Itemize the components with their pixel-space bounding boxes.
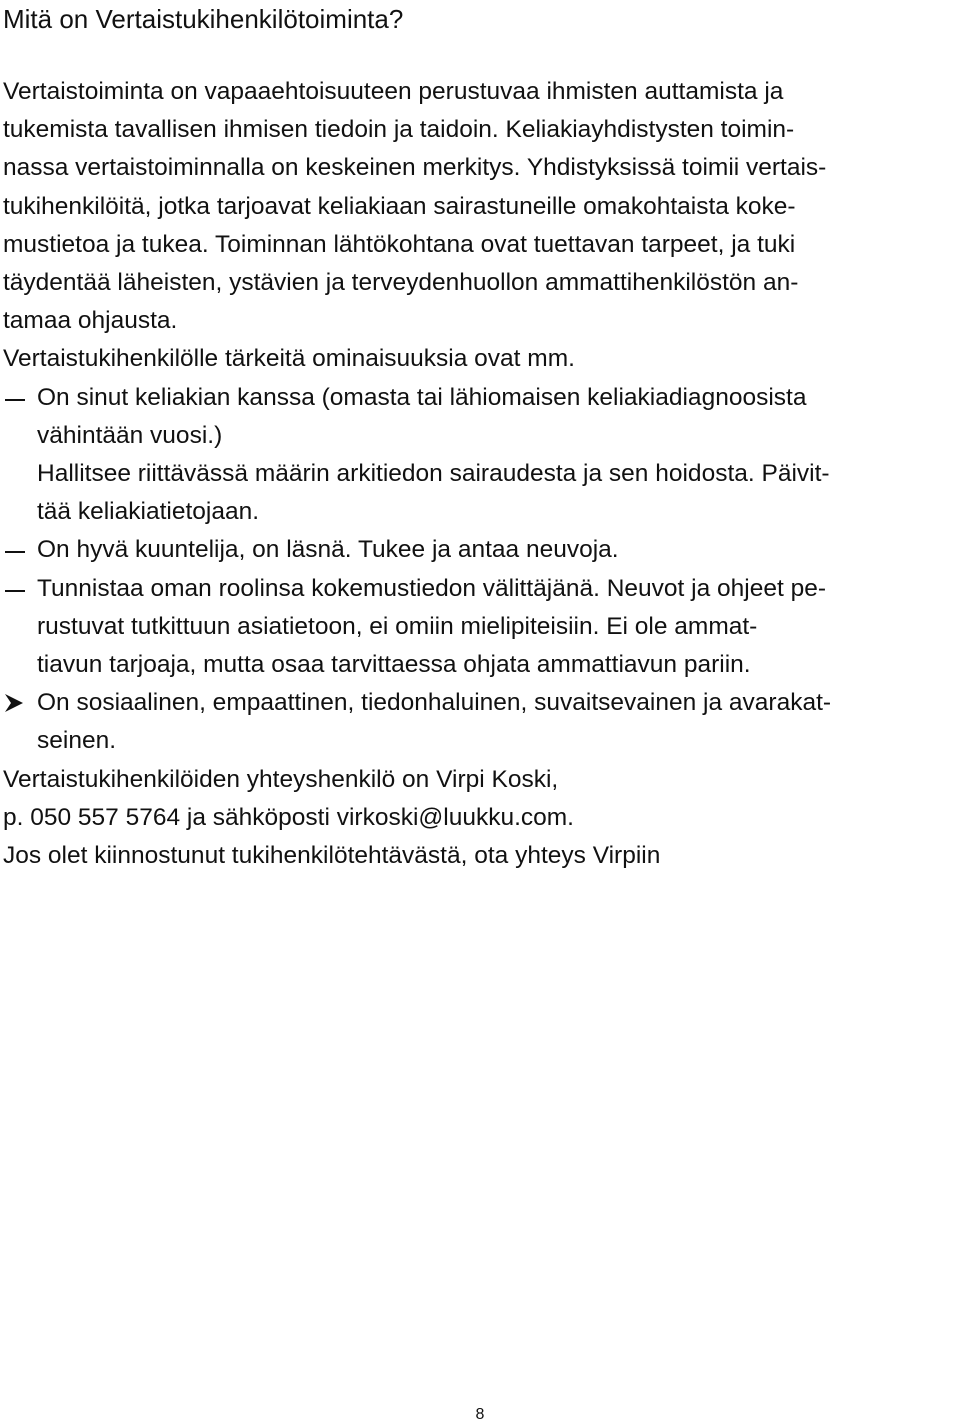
list-item <box>3 531 953 569</box>
contact-line: Jos olet kiinnostunut tukihenkilötehtävästä, ota yhteys Virpiin <box>3 842 661 870</box>
list-item-line: On sosiaalinen, empaattinen, tiedonhaluinen, suvaitsevainen ja avarakat- <box>37 689 832 717</box>
em-dash-bullet-icon <box>3 531 27 569</box>
intro-line: tukihenkilöitä, jotka tarjoavat keliakiaan sairastuneille omakohtaista koke- <box>3 192 796 220</box>
list-item <box>3 570 953 685</box>
intro-line: tamaa ohjausta. <box>3 307 178 335</box>
page-title: Mitä on Vertaistukihenkilötoiminta? <box>3 4 404 34</box>
contact-line: Vertaistukihenkilöiden yhteyshenkilö on Virpi Koski, <box>3 765 559 793</box>
intro-line: täydentää läheisten, ystävien ja terveydenhuollon ammattihenkilöstön an- <box>3 269 799 297</box>
traits-list <box>3 379 953 761</box>
document-page <box>3 0 953 875</box>
list-item-line: rustuvat tutkittuun asiatietoon, ei omiin mielipiteisiin. Ei ole ammat- <box>37 612 758 640</box>
list-item-line: tää keliakiatietojaan. <box>37 498 260 526</box>
arrowhead-bullet-icon <box>3 684 27 722</box>
intro-paragraph <box>3 73 953 340</box>
intro-line: tukemista tavallisen ihmisen tiedoin ja taidoin. Keliakiayhdistysten toimin- <box>3 116 795 144</box>
intro-line: nassa vertaistoiminnalla on keskeinen merkitys. Yhdistyksissä toimii vertais- <box>3 154 827 182</box>
contact-paragraph <box>3 761 953 876</box>
list-item-line: On sinut keliakian kanssa (omasta tai lähiomaisen keliakiadiagnoosista <box>37 383 807 411</box>
list-item-line: On hyvä kuuntelija, on läsnä. Tukee ja antaa neuvoja. <box>37 536 619 564</box>
list-item-line: seinen. <box>37 727 117 755</box>
list-item-line: Tunnistaa oman roolinsa kokemustiedon välittäjänä. Neuvot ja ohjeet pe- <box>37 574 827 602</box>
list-item-line: tiavun tarjoaja, mutta osaa tarvittaessa ohjata ammattiavun pariin. <box>37 651 751 679</box>
em-dash-bullet-icon <box>3 570 27 608</box>
page-number: 8 <box>475 1406 485 1423</box>
list-item-line: Hallitsee riittävässä määrin arkitiedon sairaudesta ja sen hoidosta. Päivit- <box>37 460 830 488</box>
traits-heading: Vertaistukihenkilölle tärkeitä ominaisuuksia ovat mm. <box>3 345 575 373</box>
list-item <box>3 684 953 760</box>
contact-line: p. 050 557 5764 ja sähköposti virkoski@luukku.com. <box>3 803 574 831</box>
em-dash-bullet-icon <box>3 379 27 417</box>
list-item-line: vähintään vuosi.) <box>37 421 223 449</box>
intro-line: mustietoa ja tukea. Toiminnan lähtökohtana ovat tuettavan tarpeet, ja tuki <box>3 230 796 258</box>
list-item <box>3 379 953 532</box>
intro-line: Vertaistoiminta on vapaaehtoisuuteen perustuvaa ihmisten auttamista ja <box>3 78 784 105</box>
